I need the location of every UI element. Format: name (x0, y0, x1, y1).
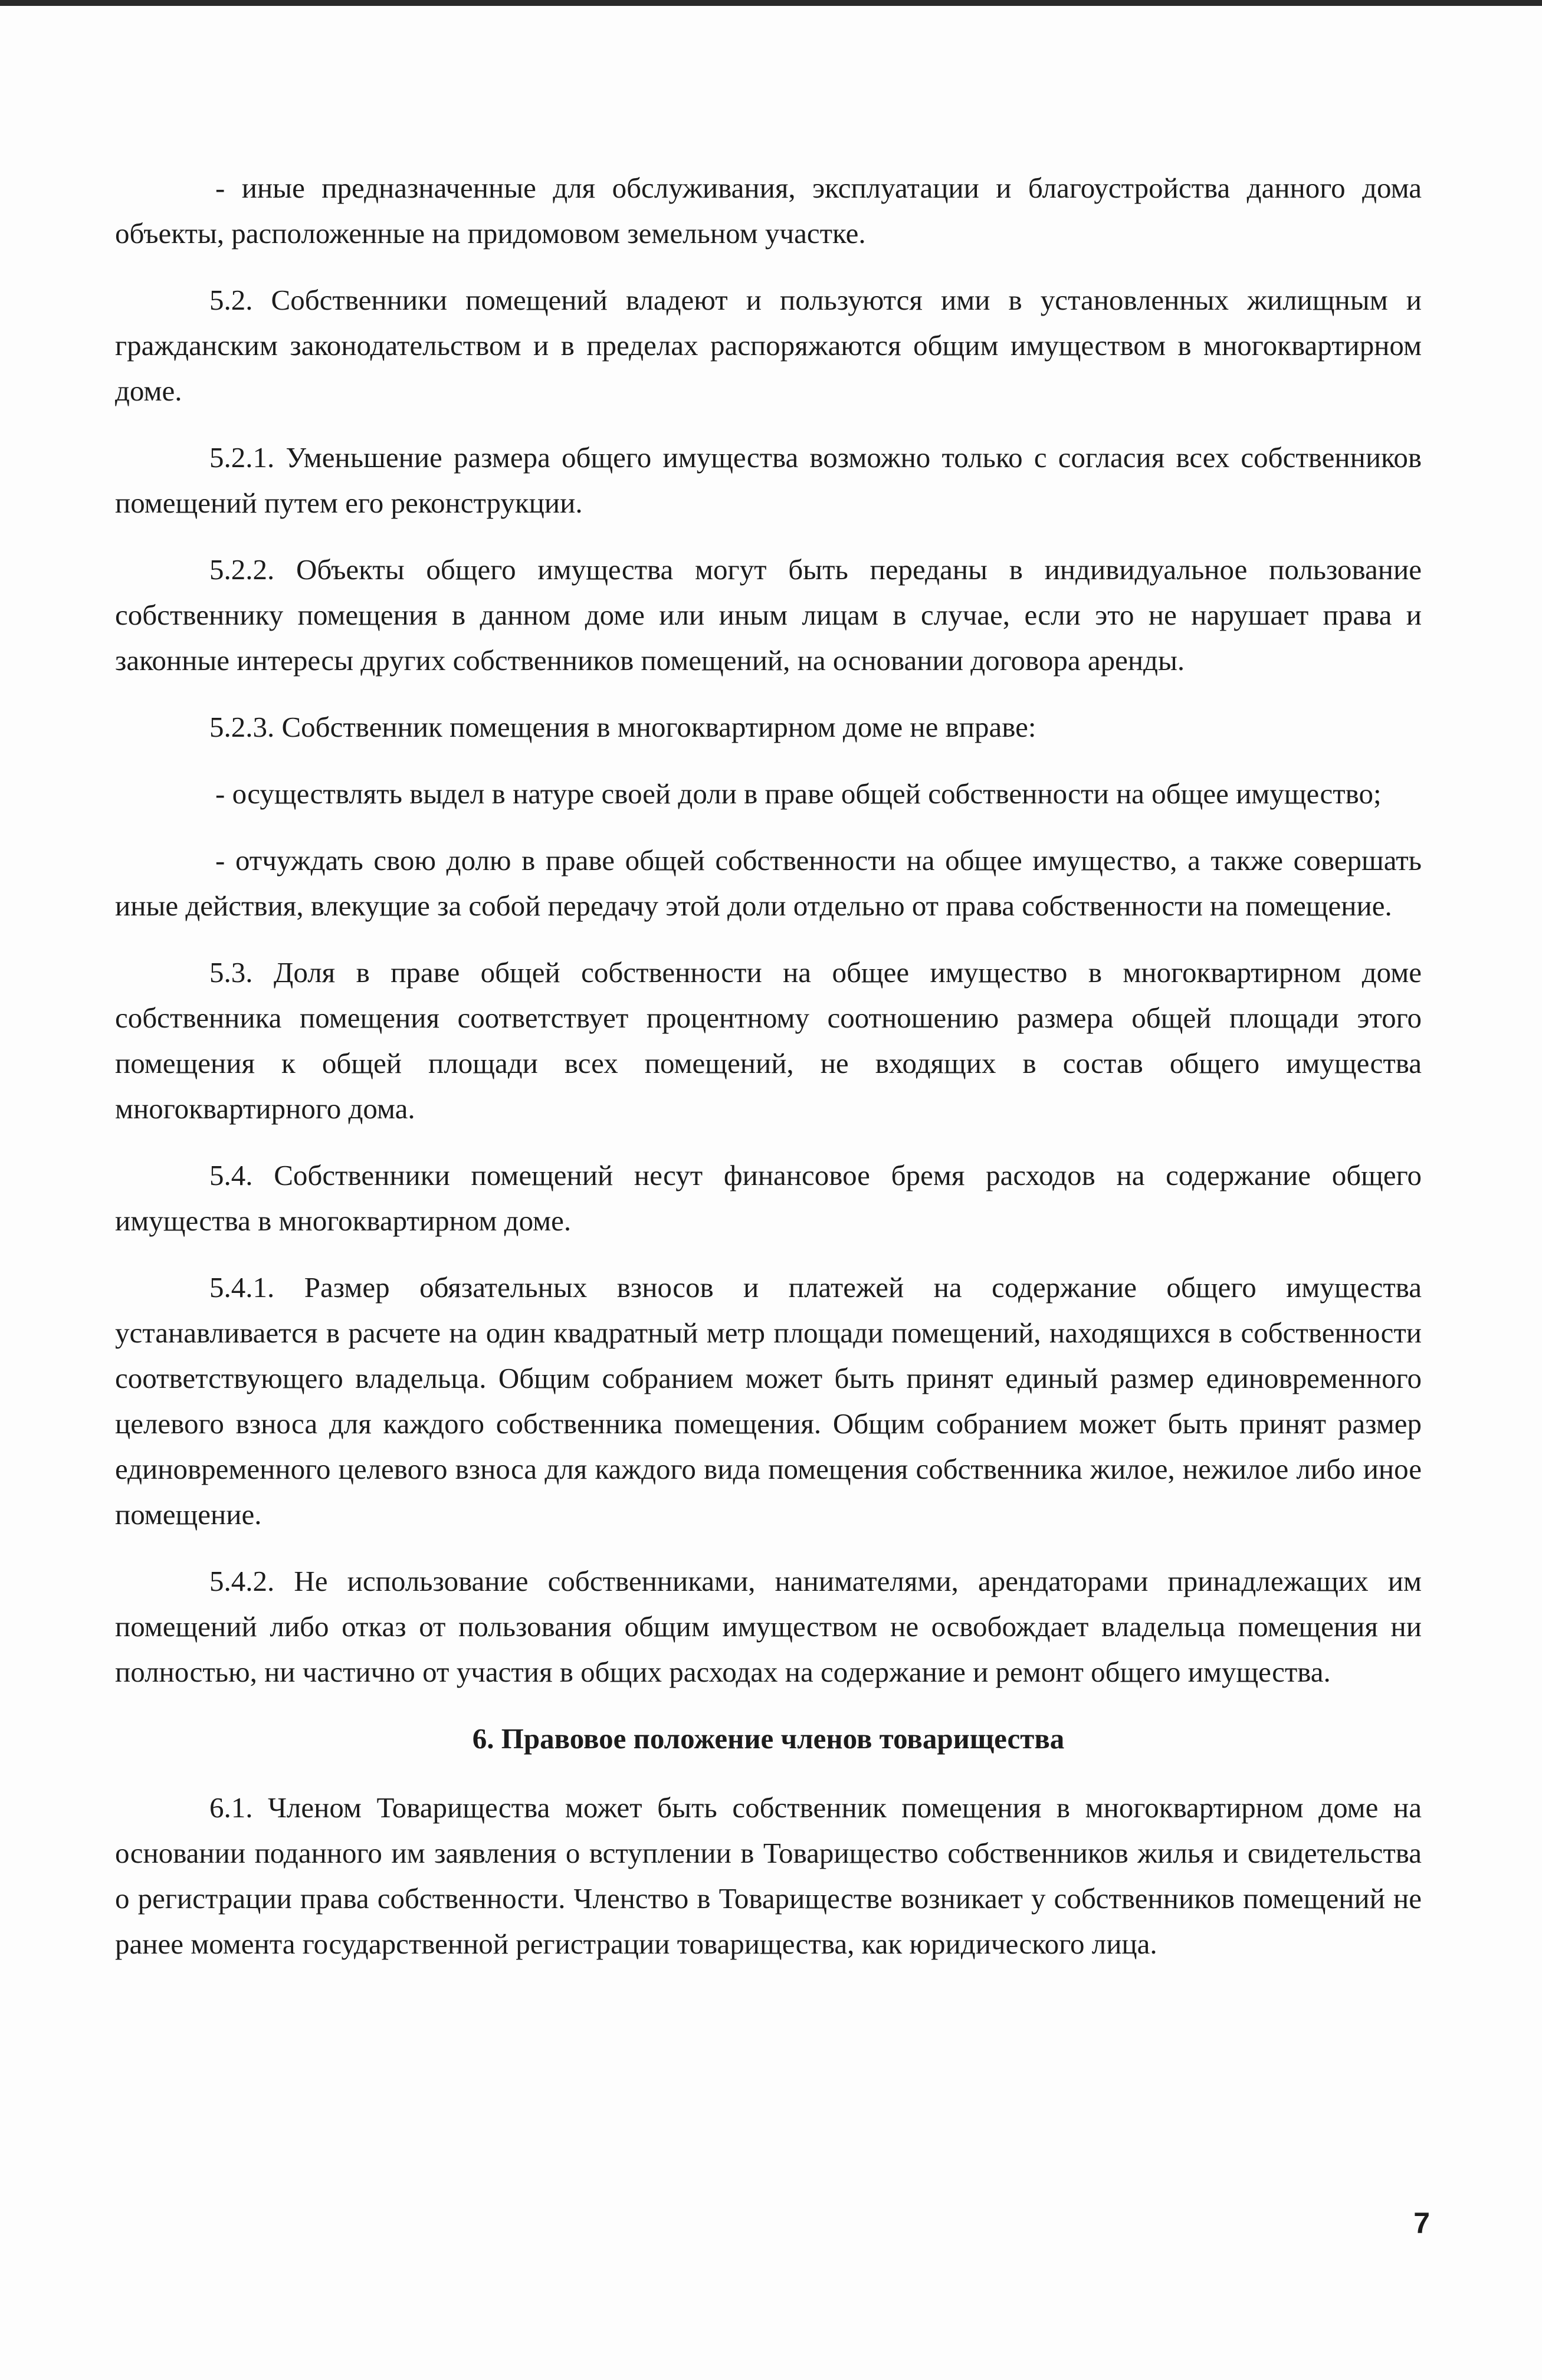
paragraph-5-2-1: 5.2.1. Уменьшение размера общего имущества возможно только с согласия всех собственников помещений путем его реконструкции. (115, 441, 1422, 519)
scan-top-edge (0, 0, 1542, 6)
paragraph-5-4: 5.4. Собственники помещений несут финансовое бремя расходов на содержание общего имущества в многоквартирном доме. (115, 1159, 1422, 1237)
paragraph-5-2-3: 5.2.3. Собственник помещения в многоквартирном доме не вправе: (209, 711, 1036, 743)
paragraph-5-2: 5.2. Собственники помещений владеют и пользуются ими в установленных жилищным и гражданским законодательством и в пределах распоряжаются общим имуществом в многоквартирном доме. (115, 284, 1422, 407)
document-body (115, 165, 1422, 1988)
paragraph-dash-allocation: - осуществлять выдел в натуре своей доли в праве общей собственности на общее имущество; (215, 777, 1382, 810)
page-number: 7 (1413, 2207, 1430, 2240)
paragraph-dash-alienation: - отчуждать свою долю в праве общей собственности на общее имущество, а также совершать иные действия, влекущие за собой передачу этой доли отдельно от права собственности на помещение. (115, 844, 1422, 922)
paragraph-5-3: 5.3. Доля в праве общей собственности на общее имущество в многоквартирном доме собственника помещения соответствует процентному соотношению размера общей площади этого помещения к общей площади всех помещений, не входящих в состав общего имущества многоквартирного дома. (115, 956, 1422, 1125)
paragraph-6-1: 6.1. Членом Товарищества может быть собственник помещения в многоквартирном доме на основании поданного им заявления о вступлении в Товарищество собственников жилья и свидетельства о регистрации права собственности. Членство в Товариществе возникает у собственников помещений не ранее момента государственной регистрации товарищества, как юридического лица. (115, 1791, 1422, 1960)
paragraph-other-objects: - иные предназначенные для обслуживания, эксплуатации и благоустройства данного дома объекты, расположенные на придомовом земельном участке. (115, 172, 1422, 250)
paragraph-5-4-1: 5.4.1. Размер обязательных взносов и платежей на содержание общего имущества устанавливается в расчете на один квадратный метр площади помещений, находящихся в собственности соответствующего владельца. Общим собранием может быть принят единый размер единовременного целевого взноса для каждого собственника помещения. Общим собранием может быть принят размер единовременного целевого взноса для каждого вида помещения собственника жилое, нежилое либо иное помещение. (115, 1271, 1422, 1531)
section-heading: 6. Правовое положение членов товарищества (472, 1722, 1065, 1755)
paragraph-5-4-2: 5.4.2. Не использование собственниками, нанимателями, арендаторами принадлежащих им помещений либо отказ от пользования общим имуществом не освобождает владельца помещения ни полностью, ни частично от участия в общих расходах на содержание и ремонт общего имущества. (115, 1565, 1422, 1688)
paragraph-5-2-2: 5.2.2. Объекты общего имущества могут быть переданы в индивидуальное пользование собственнику помещения в данном доме или иным лицам в случае, если это не нарушает права и законные интересы других собственников помещений, на основании договора аренды. (115, 553, 1422, 677)
